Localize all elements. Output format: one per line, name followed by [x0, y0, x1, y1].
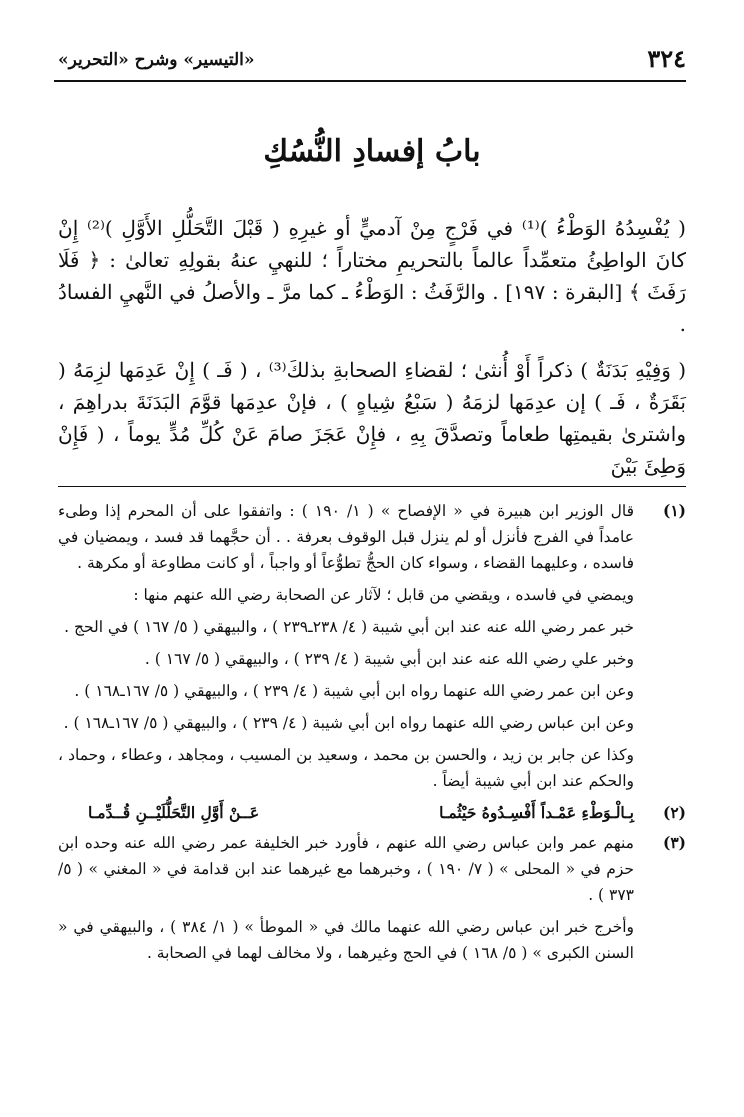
footnotes [58, 498, 686, 972]
footnote-separator [58, 486, 686, 487]
main-paragraph: ( وَفِيْهِ بَدَنَةٌ ) ذكراً أَوْ أُنثىٰ ؛ لقضاءِ الصحابةِ بذلكَ⁽³⁾ ، ( فَـ ) إِنْ عَدِمَها لزِمَهُ ( بَقَرَةٌ ، فَـ ) إن عدِمَها لزمَهُ ( سَبْعُ شِياهٍ ) ، فإنْ عدِمَها قوَّمَ البَدَنَةَ بدراهِمَ ، واشترىٰ بقيمتِها طعاماً وتصدَّقَ بِهِ ، فإِنْ عَجَزَ صامَ عَنْ كُلِّ مُدٍّ يوماً ، ( فَإِنْ وَطِئَ بَيْنَ [58, 358, 686, 478]
header-rule [54, 80, 686, 82]
footnote-paragraph: وكذا عن جابر بن زيد ، والحسن بن محمد ، وسعيد بن المسيب ، ومجاهد ، وعطاء ، وحماد ، والحكم عند ابن أبي شيبة أيضاً . [58, 746, 634, 790]
page-header [58, 44, 686, 78]
main-paragraph: ( يُفْسِدُهُ الوَطْءُ )⁽¹⁾ في فَرْجٍ مِنْ آدميٍّ أو غيرِهِ ( قَبْلَ التَّحَلُّلِ الأَوَّلِ )⁽²⁾ إِنْ كانَ الواطِئُ متعمِّداً عالماً بالتحريمِ مختاراً ؛ للنهيِ عنهُ بقولِهِ تعالىٰ : ﴿ فَلَا رَفَثَ ﴾ [البقرة : ١٩٧] . والرَّفَثُ : الوَطْءُ ـ كما مرَّ ـ والأصلُ في النَّهيِ الفسادُ . [58, 216, 686, 336]
footnote-2 [58, 800, 686, 826]
main-text [58, 212, 686, 496]
footnote-paragraph: وخبر علي رضي الله عنه عند ابن أبي شيبة ( ٤/ ٢٣٩ ) ، والبيهقي ( ٥/ ١٦٧ ) . [144, 650, 634, 668]
footnote-3 [58, 830, 686, 966]
footnote-1 [58, 498, 686, 794]
page-number: ٣٢٤ [647, 44, 686, 73]
footnote-paragraph: خبر عمر رضي الله عنه عند ابن أبي شيبة ( ٤/ ٢٣٨ـ٢٣٩ ) ، والبيهقي ( ٥/ ١٦٧ ) في الحج . [64, 618, 634, 636]
footnote-number: (١) [662, 501, 686, 520]
footnote-paragraph: منهم عمر وابن عباس رضي الله عنهم ، فأورد خبر الخليفة عمر رضي الله عنه وحده ابن حزم في « المحلى » ( ٧/ ١٩٠ ) ، وخبرهما مع غيرهما عند ابن قدامة في « المغني » ( ٥/ ٣٧٣ ) . [58, 834, 635, 904]
footnote-number: (٢) [662, 803, 686, 822]
poem-verse [58, 800, 634, 826]
footnote-number: (٣) [662, 833, 686, 852]
verse-hemistich-2: عَــنْ أَوَّلِ التَّحَلُّلَيْــنِ قُــدِّمـا [88, 803, 260, 822]
footnote-paragraph: وعن ابن عمر رضي الله عنهما رواه ابن أبي شيبة ( ٤/ ٢٣٩ ) ، والبيهقي ( ٥/ ١٦٧ـ١٦٨ ) . [74, 682, 634, 700]
footnote-paragraph: قال الوزير ابن هبيرة في « الإفصاح » ( ١/ ١٩٠ ) : واتفقوا على أن المحرم إذا وطىء عامداً في الفرج فأنزل أو لم ينزل قبل الوقوف بعرفة . . أن حجَّهما قد فسد ، ويمضيان في فاسده ، وعليهما القضاء ، وسواء كان الحجُّ تطوُّعاً أو واجباً ، أو كانت مطاوعة أو مكرهة . [58, 502, 635, 572]
running-title: «التيسير» وشرح «التحرير» [58, 50, 255, 70]
verse-hemistich-1: بِـالْـوَطْءِ عَمْـداً أَفْسِـدُوهُ حَيْثُمـا [439, 803, 634, 822]
footnote-paragraph: وعن ابن عباس رضي الله عنهما رواه ابن أبي شيبة ( ٤/ ٢٣٩ ) ، والبيهقي ( ٥/ ١٦٧ـ١٦٨ ) . [63, 714, 634, 732]
footnote-paragraph: وأخرج خبر ابن عباس رضي الله عنهما مالك في « الموطأ » ( ١/ ٣٨٤ ) ، والبيهقي في « السنن الكبرى » ( ٥/ ١٦٨ ) في الحج وغيرهما ، ولا مخالف لهما في الصحابة . [58, 918, 634, 962]
chapter-title: بابُ إفسادِ النُّسُكِ [263, 134, 481, 169]
footnote-paragraph: ويمضي في فاسده ، ويقضي من قابل ؛ لآثار عن الصحابة رضي الله عنهم منها : [133, 586, 634, 604]
